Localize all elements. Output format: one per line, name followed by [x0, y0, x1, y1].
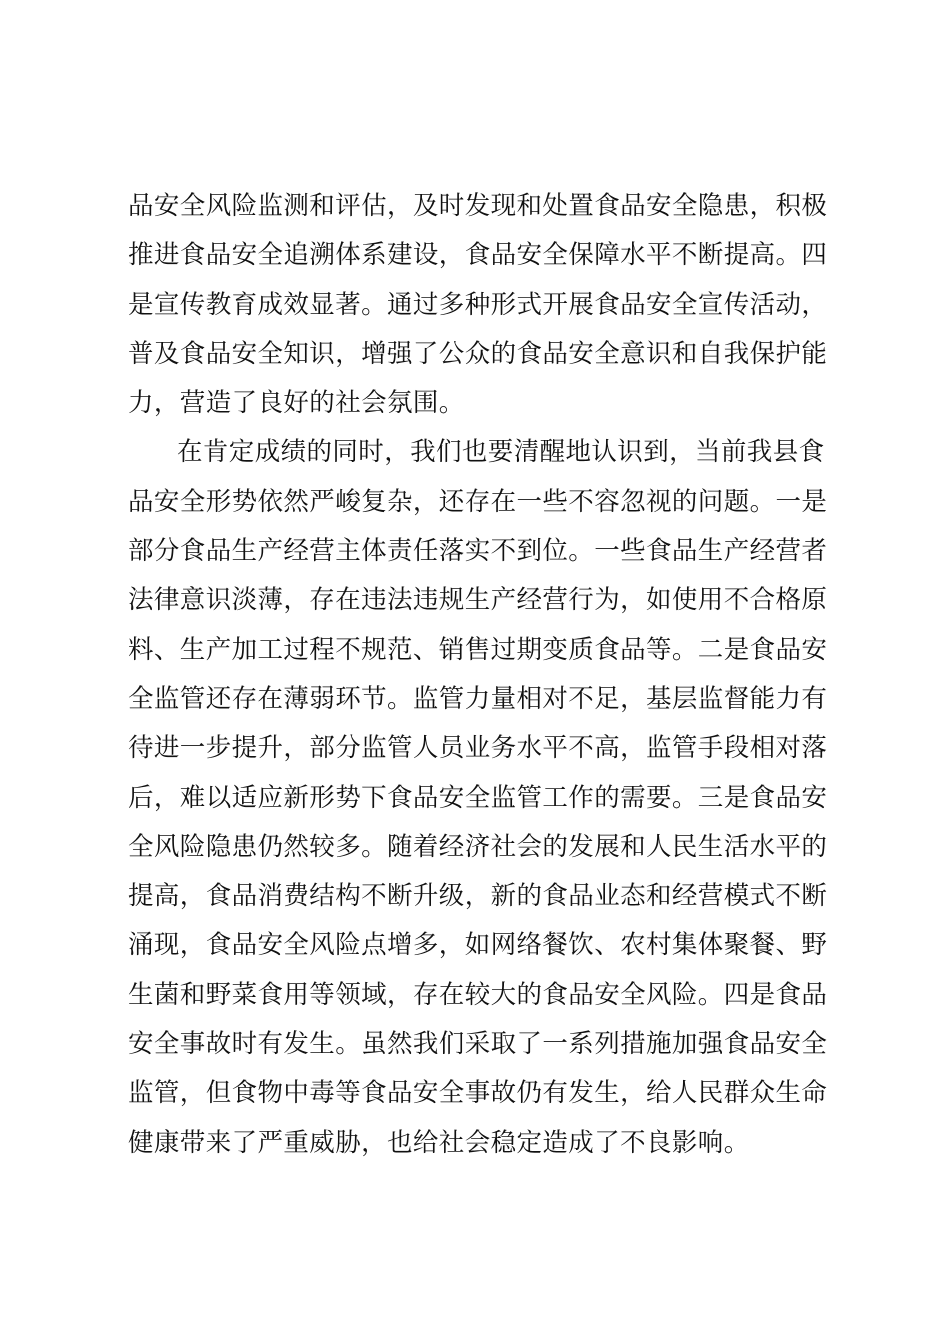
text-line: 全风险隐患仍然较多。随着经济社会的发展和人民生活水平的	[128, 831, 828, 862]
text-line: 待进一步提升，部分监管人员业务水平不高，监管手段相对落	[128, 733, 828, 764]
text-line: 监管，但食物中毒等食品安全事故仍有发生，给人民群众生命	[128, 1078, 828, 1109]
text-line: 后，难以适应新形势下食品安全监管工作的需要。三是食品安	[128, 782, 828, 813]
text-line: 推进食品安全追溯体系建设，食品安全保障水平不断提高。四	[128, 240, 828, 271]
text-line: 全监管还存在薄弱环节。监管力量相对不足，基层监督能力有	[128, 683, 828, 714]
text-line: 生菌和野菜食用等领域，存在较大的食品安全风险。四是食品	[128, 979, 828, 1010]
paragraph-problems	[128, 428, 832, 1167]
text-line: 品安全形势依然严峻复杂，还存在一些不容忽视的问题。一是	[128, 486, 828, 517]
text-line: 普及食品安全知识，增强了公众的食品安全意识和自我保护能	[128, 338, 828, 369]
text-line: 是宣传教育成效显著。通过多种形式开展食品安全宣传活动，	[128, 289, 828, 320]
paragraph-continued	[128, 182, 832, 428]
text-line: 在肯定成绩的同时，我们也要清醒地认识到，当前我县食	[177, 437, 825, 468]
text-line: 法律意识淡薄，存在违法违规生产经营行为，如使用不合格原	[128, 585, 828, 616]
text-line: 健康带来了严重威胁，也给社会稳定造成了不良影响。	[128, 1127, 750, 1158]
body-text	[128, 182, 832, 1168]
text-line: 涌现，食品安全风险点增多，如网络餐饮、农村集体聚餐、野	[128, 930, 828, 961]
text-line: 料、生产加工过程不规范、销售过期变质食品等。二是食品安	[128, 634, 828, 665]
text-line: 安全事故时有发生。虽然我们采取了一系列措施加强食品安全	[128, 1029, 828, 1060]
text-line: 品安全风险监测和评估，及时发现和处置食品安全隐患，积极	[128, 191, 828, 221]
text-line: 提高，食品消费结构不断升级，新的食品业态和经营模式不断	[128, 881, 828, 912]
text-line: 部分食品生产经营主体责任落实不到位。一些食品生产经营者	[128, 536, 828, 567]
text-line: 力，营造了良好的社会氛围。	[128, 388, 465, 419]
